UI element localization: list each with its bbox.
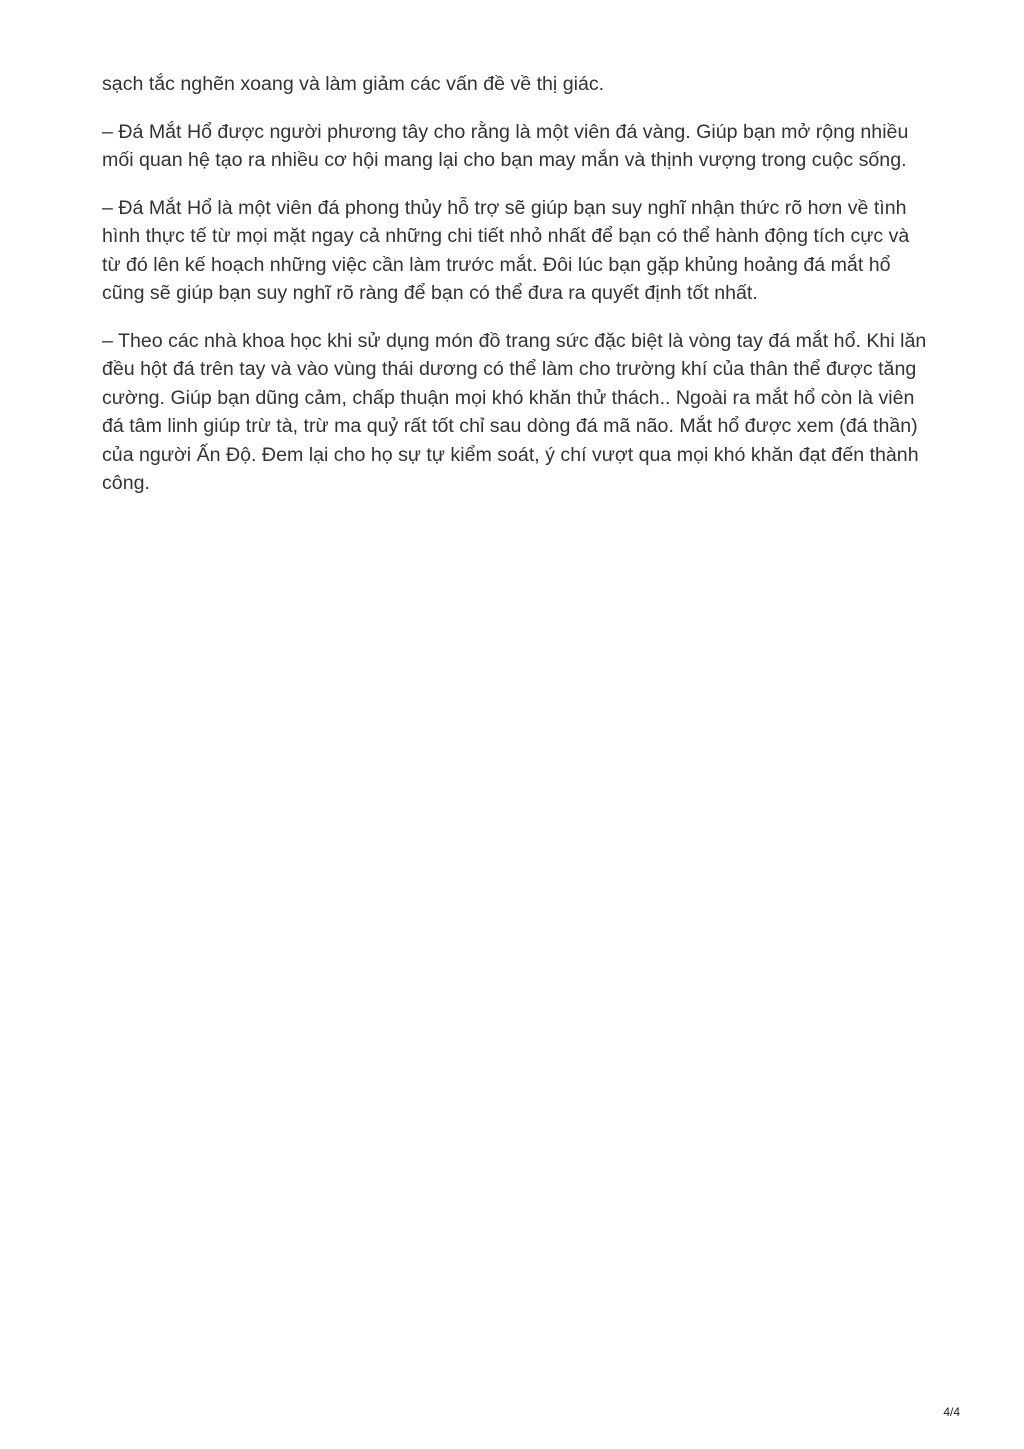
page-number: 4/4 — [943, 1405, 960, 1419]
paragraph-feng-shui: – Đá Mắt Hổ là một viên đá phong thủy hỗ trợ sẽ giúp bạn suy nghĩ nhận thức rõ hơn về tình hình thực tế từ mọi mặt ngay cả những chi tiết nhỏ nhất để bạn có thể hành động tích cực và từ đó lên kế hoạch những việc cần làm trước mắt. Đôi lúc bạn gặp khủng hoảng đá mắt hổ cũng sẽ giúp bạn suy nghĩ rõ ràng để bạn có thể đưa ra quyết định tốt nhất. — [102, 196, 910, 304]
document-body — [102, 70, 932, 517]
paragraph-continuation: sạch tắc nghẽn xoang và làm giảm các vấn đề về thị giác. — [102, 73, 605, 95]
paragraph-western-belief: – Đá Mắt Hổ được người phương tây cho rằng là một viên đá vàng. Giúp bạn mở rộng nhiều mối quan hệ tạo ra nhiều cơ hội mang lại cho bạn may mắn và thịnh vượng trong cuộc sống. — [102, 120, 909, 171]
paragraph-scientists: – Theo các nhà khoa học khi sử dụng món đồ trang sức đặc biệt là vòng tay đá mắt hổ. Khi lăn đều hột đá trên tay và vào vùng thái dương có thể làm cho trường khí của thân thể được tăng cường. Giúp bạn dũng cảm, chấp thuận mọi khó khăn thử thách.. Ngoài ra mắt hổ còn là viên đá tâm linh giúp trừ tà, trừ ma quỷ rất tốt chỉ sau dòng đá mã não. Mắt hổ được xem (đá thần) của người Ấn Độ. Đem lại cho họ sự tự kiểm soát, ý chí vượt qua mọi khó khăn đạt đến thành công. — [102, 329, 927, 494]
